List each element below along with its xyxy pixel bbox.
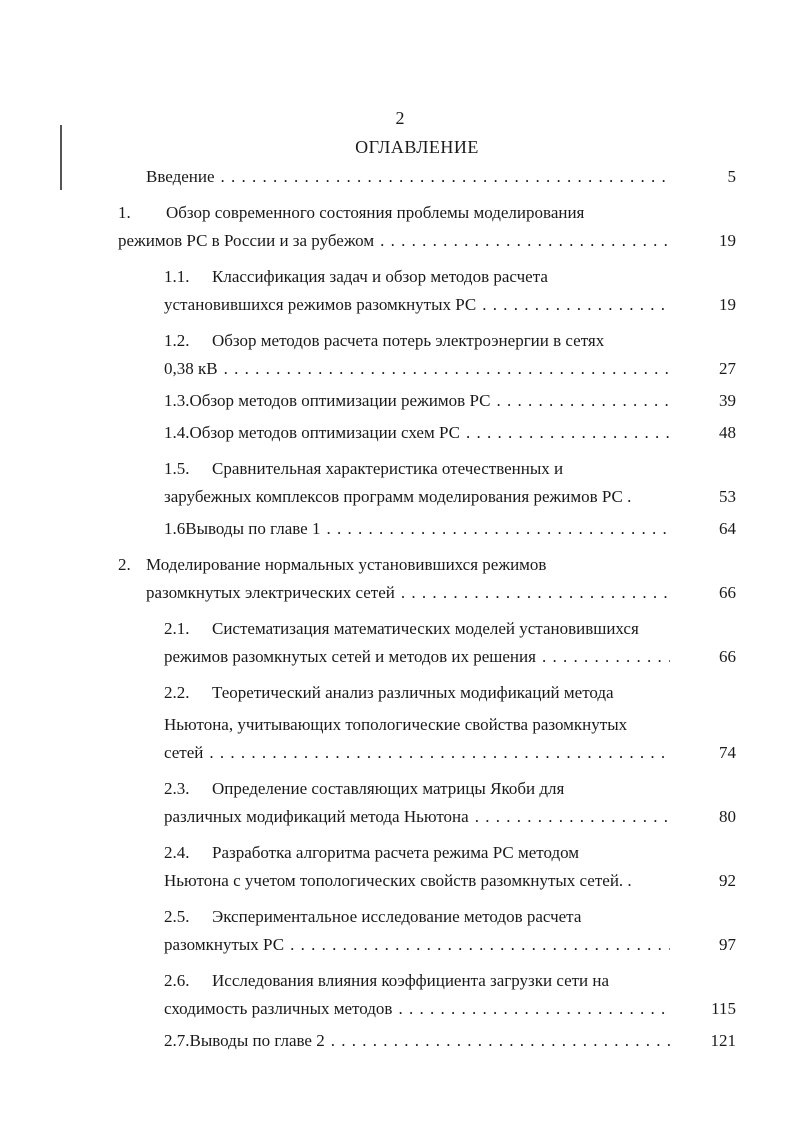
toc-entry-text: сходимость различных методов (164, 999, 393, 1018)
toc-entry-number: 2.1. (164, 619, 190, 638)
toc-entry-page: 19 (719, 295, 736, 314)
toc-entry-2-2-line3[interactable] (164, 743, 736, 771)
leader-dots (290, 935, 670, 955)
toc-entry-2-1-line2[interactable] (164, 647, 736, 675)
toc-entry-2-4-line1[interactable] (164, 839, 579, 867)
leader-dots (475, 807, 670, 827)
toc-entry-page: 74 (719, 743, 736, 762)
toc-entry-number: 1.5. (164, 459, 190, 478)
toc-entry-1-5-line1[interactable] (164, 455, 563, 483)
toc-entry-text: Сравнительная характеристика отечественных и (212, 459, 564, 478)
toc-entry-2-7[interactable] (164, 1031, 736, 1059)
toc-entry-text: Исследования влияния коэффициента загрузки сети на (212, 971, 610, 990)
toc-entry-text: установившихся режимов разомкнутых РС (164, 295, 477, 314)
toc-entry-number: 2.5. (164, 907, 190, 926)
toc-entry-page: 66 (719, 583, 736, 602)
toc-entry-number: 1.1. (164, 267, 190, 286)
toc-entry-number: 1.6 (164, 519, 186, 538)
page-number: 2 (395, 108, 405, 128)
leader-dots (209, 743, 670, 763)
toc-entry-text: сетей (164, 743, 204, 762)
toc-title: ОГЛАВЛЕНИЕ (355, 137, 479, 157)
leader-dots (466, 423, 670, 443)
toc-entry-number: 1.2. (164, 331, 190, 350)
toc-entry-ch2-line2[interactable] (146, 583, 736, 611)
toc-entry-text: Экспериментальное исследование методов расчета (212, 907, 582, 926)
leader-dots (380, 231, 670, 251)
toc-entry-1-2-line1[interactable] (164, 327, 604, 355)
toc-entry-page: 39 (719, 391, 736, 410)
toc-entry-page: 5 (727, 167, 736, 186)
leader-dots (221, 167, 670, 187)
toc-entry-text: Обзор современного состояния проблемы моделирования (166, 203, 585, 222)
toc-entry-text: Систематизация математических моделей установившихся (212, 619, 639, 638)
toc-entry-text: Разработка алгоритма расчета режима РС методом (212, 843, 580, 862)
leader-dots (482, 295, 670, 315)
toc-entry-2-1-line1[interactable] (164, 615, 639, 643)
toc-entry-page: 66 (719, 647, 736, 666)
toc-entry-page: 121 (710, 1031, 736, 1050)
toc-entry-ch1-line1[interactable] (118, 199, 584, 227)
leader-dots (331, 1031, 670, 1051)
toc-entry-text: Моделирование нормальных установившихся режимов (146, 555, 547, 574)
toc-entry-text: Обзор методов оптимизации режимов РС (189, 391, 491, 410)
toc-entry-page: 64 (719, 519, 736, 538)
leader-dots (496, 391, 670, 411)
toc-entry-text: различных модификаций метода Ньютона (164, 807, 469, 826)
toc-entry-number: 2. (118, 555, 131, 574)
toc-entry-text: Выводы по главе 2 (189, 1031, 325, 1050)
toc-entry-2-2-line1[interactable] (164, 679, 614, 707)
toc-entry-text: Ньютона, учитывающих топологические свойства разомкнутых (164, 715, 628, 734)
toc-entry-1-3[interactable] (164, 391, 736, 419)
toc-entry-label: Введение (146, 167, 215, 186)
toc-entry-page: 115 (711, 999, 736, 1018)
toc-entry-text: Ньютона с учетом топологических свойств разомкнутых сетей. . (164, 871, 632, 890)
toc-entry-text: режимов разомкнутых сетей и методов их решения (164, 647, 536, 666)
leader-dots (542, 647, 670, 667)
toc-entry-2-3-line1[interactable] (164, 775, 564, 803)
toc-entry-1-5-line2[interactable] (164, 487, 736, 515)
toc-entry-text: 0,38 кВ (164, 359, 218, 378)
toc-entry-ch1-line2[interactable] (118, 231, 736, 259)
leader-dots (224, 359, 670, 379)
toc-entry-number: 2.2. (164, 683, 190, 702)
toc-entry-number: 2.7. (164, 1031, 190, 1050)
toc-entry-ch2-line1[interactable] (118, 551, 546, 579)
toc-entry-page: 19 (719, 231, 736, 250)
toc-entry-number: 1. (118, 203, 131, 222)
toc-entry-text: зарубежных комплексов программ моделирования режимов РС . (164, 487, 632, 506)
toc-entry-number: 2.4. (164, 843, 190, 862)
toc-entry-text: режимов РС в России и за рубежом (118, 231, 375, 250)
toc-entry-number: 1.4. (164, 423, 190, 442)
toc-entry-number: 2.6. (164, 971, 190, 990)
leader-dots (401, 583, 670, 603)
toc-entry-text: Выводы по главе 1 (185, 519, 321, 538)
toc-entry-page: 92 (719, 871, 736, 890)
toc-entry-page: 27 (719, 359, 736, 378)
toc-entry-text: разомкнутых электрических сетей (146, 583, 395, 602)
toc-entry-1-6[interactable] (164, 519, 736, 547)
toc-entry-text: Теоретический анализ различных модификаций метода (212, 683, 614, 702)
leader-dots (398, 999, 670, 1019)
toc-entry-2-5-line2[interactable] (164, 935, 736, 963)
toc-entry-2-6-line1[interactable] (164, 967, 609, 995)
toc-entry-1-1-line2[interactable] (164, 295, 736, 323)
toc-entry-page: 53 (719, 487, 736, 506)
toc-entry-2-3-line2[interactable] (164, 807, 736, 835)
toc-entry-intro[interactable] (146, 167, 736, 195)
toc-entry-1-1-line1[interactable] (164, 263, 548, 291)
toc-entry-text: Обзор методов оптимизации схем РС (189, 423, 460, 442)
toc-entry-2-4-line2[interactable] (164, 871, 736, 899)
toc-entry-page: 48 (719, 423, 736, 442)
toc-entry-number: 1.3. (164, 391, 190, 410)
toc-entry-text: Обзор методов расчета потерь электроэнергии в сетях (212, 331, 605, 350)
toc-entry-text: Определение составляющих матрицы Якоби для (212, 779, 565, 798)
toc-entry-page: 97 (719, 935, 736, 954)
toc-entry-2-5-line1[interactable] (164, 903, 581, 931)
toc-entry-page: 80 (719, 807, 736, 826)
toc-entry-text: разомкнутых РС (164, 935, 285, 954)
toc-entry-number: 2.3. (164, 779, 190, 798)
toc-entry-2-2-line2[interactable] (164, 711, 627, 739)
toc-entry-1-2-line2[interactable] (164, 359, 736, 387)
toc-entry-1-4[interactable] (164, 423, 736, 451)
toc-entry-2-6-line2[interactable] (164, 999, 736, 1027)
toc-entry-text: Классификация задач и обзор методов расчета (212, 267, 548, 286)
leader-dots (326, 519, 670, 539)
